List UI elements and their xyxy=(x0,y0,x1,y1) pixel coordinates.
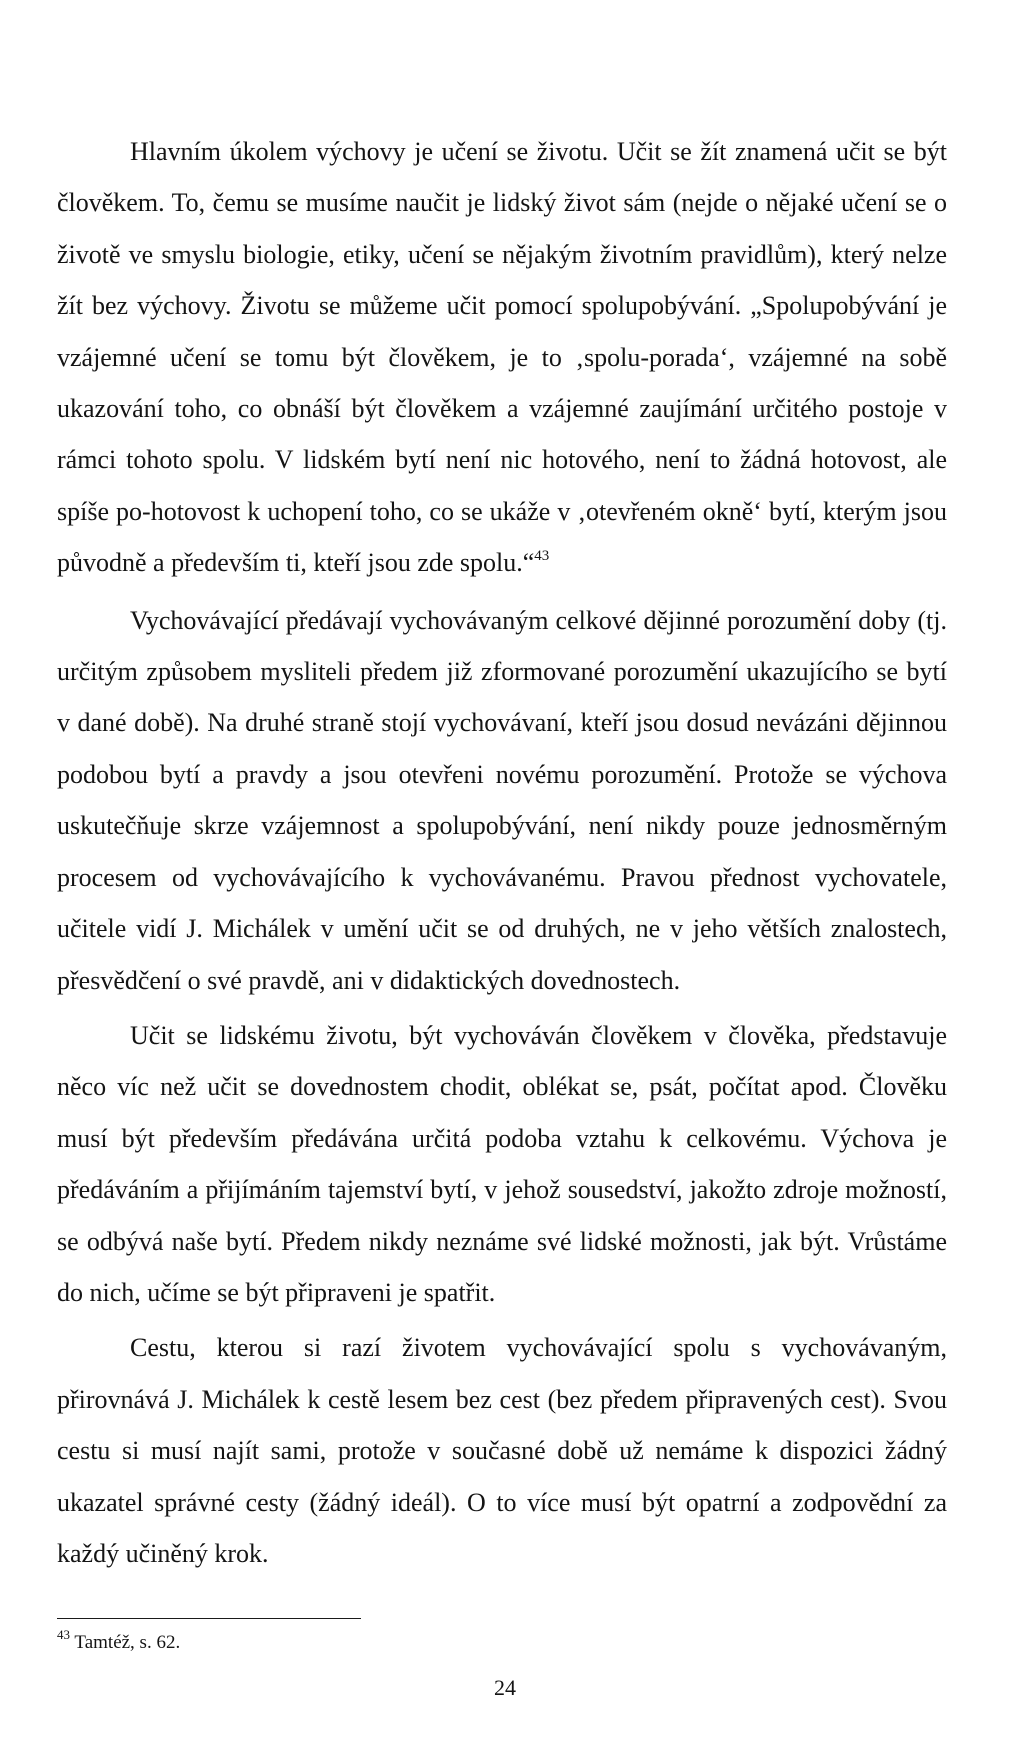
footnote-43 xyxy=(57,1627,181,1656)
page-number: 24 xyxy=(494,1675,516,1700)
body-text xyxy=(57,126,947,1579)
footnote-text: Tamtéž, s. 62. xyxy=(74,1632,181,1653)
paragraph-2: Vychovávající předávají vychovávaným celkové dějinné porozumění doby (tj. určitým způsobem mysliteli předem již zformované porozumění ukazujícího se bytí v dané době). Na druhé straně stojí vychovávaní, kteří jsou dosud nevázáni dějinnou podobou bytí a pravdy a jsou otevřeni novému porozumění. Protože se výchova uskutečňuje skrze vzájemnost a spolupobývání, není nikdy pouze jednosměrným procesem od vychovávajícího k vychovávanému. Pravou přednost vychovatele, učitele vidí J. Michálek v umění učit se od druhých, ne v jeho větších znalostech, přesvědčení o své pravdě, ani v didaktických dovednostech. xyxy=(57,605,947,995)
footnote-number: 43 xyxy=(57,1627,70,1642)
footnote-separator xyxy=(57,1618,361,1619)
footnote-reference-43[interactable]: 43 xyxy=(534,548,550,565)
paragraph-1 xyxy=(57,126,947,589)
paragraph-3: Učit se lidskému životu, být vychováván člověkem v člověka, představuje něco víc než učit se dovednostem chodit, oblékat se, psát, počítat apod. Člověku musí být především předávána určitá podoba vztahu k celkovému. Výchova je předáváním a přijímáním tajemství bytí, v jehož sousedství, jakožto zdroje možností, se odbývá naše bytí. Předem nikdy neznáme své lidské možnosti, jak být. Vrůstáme do nich, učíme se být připraveni je spatřit. xyxy=(57,1020,947,1307)
paragraph-1-text: Hlavním úkolem výchovy je učení se životu. Učit se žít znamená učit se být člověkem. To, čemu se musíme naučit je lidský život sám (nejde o nějaké učení se o životě ve smyslu biologie, etiky, učení se nějakým životním pravidlům), který nelze žít bez výchovy. Životu se můžeme učit pomocí spolupobývání. „Spolupobývání je vzájemné učení se tomu být člověkem, je to ‚spolu-porada‘, vzájemné na sobě ukazování toho, co obnáší být člověkem a vzájemné zaujímání určitého postoje v rámci tohoto spolu. V lidském bytí není nic hotového, není to žádná hotovost, ale spíše po-hotovost k uchopení toho, co se ukáže v ‚otevřeném okně‘ bytí, kterým jsou původně a především ti, kteří jsou zde spolu.“ xyxy=(57,137,947,578)
paragraph-4: Cestu, kterou si razí životem vychovávající spolu s vychovávaným, přirovnává J. Michálek k cestě lesem bez cest (bez předem připravených cest). Svou cestu si musí najít sami, protože v současné době už nemáme k dispozici žádný ukazatel správné cesty (žádný ideál). O to více musí být opatrní a zodpovědní za každý učiněný krok. xyxy=(57,1333,947,1568)
